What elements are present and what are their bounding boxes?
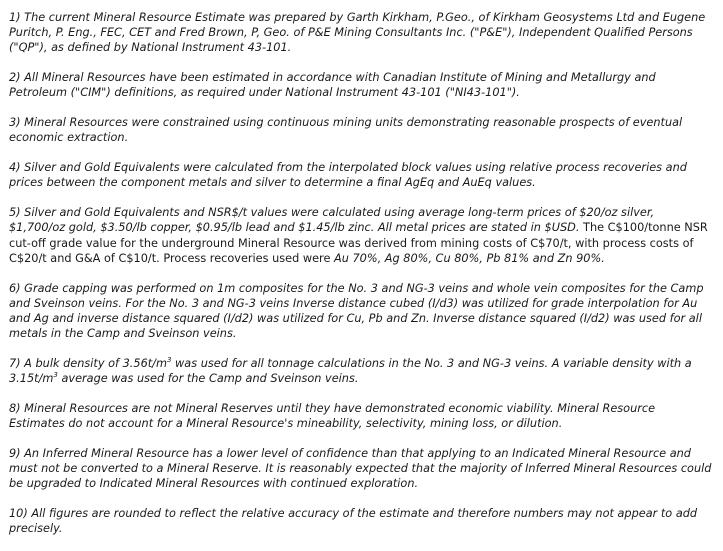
footnote-5-text: The C$100/tonne NSR cut-off grade value for the underground Mineral Resource was derived from mining costs of C$70/t, with process costs of C$20/t and G&A of C$10/t. Process recoveries used were bbox=[9, 221, 708, 265]
footnote-8 bbox=[9, 401, 713, 431]
footnote-7-text-c: average was used for the Camp and Sveinson veins. bbox=[57, 372, 359, 386]
footnote-6 bbox=[9, 281, 713, 342]
footnote-9 bbox=[9, 446, 713, 492]
footnote-1 bbox=[9, 10, 713, 56]
footnote-10 bbox=[9, 506, 713, 536]
footnote-2-text: 2) All Mineral Resources have been estimated in accordance with Canadian Institute of Mining and Metallurgy and Petroleum ("CIM") definitions, as required under National Instrument 43-101 ("NI43-101"). bbox=[9, 71, 656, 100]
footnote-10-text: 10) All figures are rounded to reflect the relative accuracy of the estimate and therefore numbers may not appear to add precisely. bbox=[9, 507, 698, 536]
footnote-1-text: 1) The current Mineral Resource Estimate was prepared by Garth Kirkham, P.Geo., of Kirkham Geosystems Ltd and Eugene Puritch, P. Eng., FEC, CET and Fred Brown, P, Geo. of P&E Mining Consultants Inc. ("P&E"), Independent Qualified Persons ("QP"), as defined by National Instrument 43-101. bbox=[9, 11, 706, 55]
footnote-7-text-b: was used for all tonnage calculations in the No. 3 and NG-3 veins. A variable density with a 3.15t/m bbox=[9, 357, 692, 386]
footnote-7-superscript-b: 3 bbox=[53, 371, 58, 380]
footnote-3 bbox=[9, 115, 713, 145]
footnote-7-superscript-a: 3 bbox=[167, 356, 172, 365]
footnotes-list bbox=[9, 10, 713, 551]
footnote-6-text: 6) Grade capping was performed on 1m composites for the No. 3 and NG-3 veins and whole vein composites for the Camp and Sveinson veins. For the No. 3 and NG-3 veins Inverse distance cubed (I/d3) was utilized for grade interpolation for Au and Ag and inverse distance squared (I/d2) was utilized for Cu, Pb and Zn. Inverse distance squared (I/d2) was used for all metals in the Camp and Sveinson veins. bbox=[9, 281, 704, 341]
footnote-5-recoveries-text: Au 70%, Ag 80%, Cu 80%, Pb 81% and Zn 90%. bbox=[334, 251, 605, 265]
footnote-8-text: 8) Mineral Resources are not Mineral Reserves until they have demonstrated economic viability. Mineral Resource Estimates do not account for a Mineral Resource's mineability, selectivity, mining loss, or dilution. bbox=[9, 402, 656, 431]
footnote-5 bbox=[9, 205, 713, 266]
footnote-4 bbox=[9, 160, 713, 190]
footnote-4-text: 4) Silver and Gold Equivalents were calculated from the interpolated block values using relative process recoveries and prices between the component metals and silver to determine a final AgEq and AuEq values. bbox=[9, 161, 687, 190]
footnote-2 bbox=[9, 70, 713, 100]
footnote-3-text: 3) Mineral Resources were constrained using continuous mining units demonstrating reasonable prospects of eventual economic extraction. bbox=[9, 116, 683, 145]
footnote-7 bbox=[9, 356, 713, 386]
footnote-7-text-a: 7) A bulk density of 3.56t/m bbox=[9, 357, 167, 371]
footnote-9-text: 9) An Inferred Mineral Resource has a lower level of confidence than that applying to an Indicated Mineral Resource and must not be converted to a Mineral Reserve. It is reasonably expected that the majority of Inferred Mineral Resources could be upgraded to Indicated Mineral Resources with continued exploration. bbox=[9, 447, 712, 491]
footnote-5-italic-text: 5) Silver and Gold Equivalents and NSR$/t values were calculated using average long-term prices of $20/oz silver, $1,700/oz gold, $3.50/lb copper, $0.95/lb lead and $1.45/lb zinc. All metal prices are stated in $USD. bbox=[9, 206, 655, 235]
